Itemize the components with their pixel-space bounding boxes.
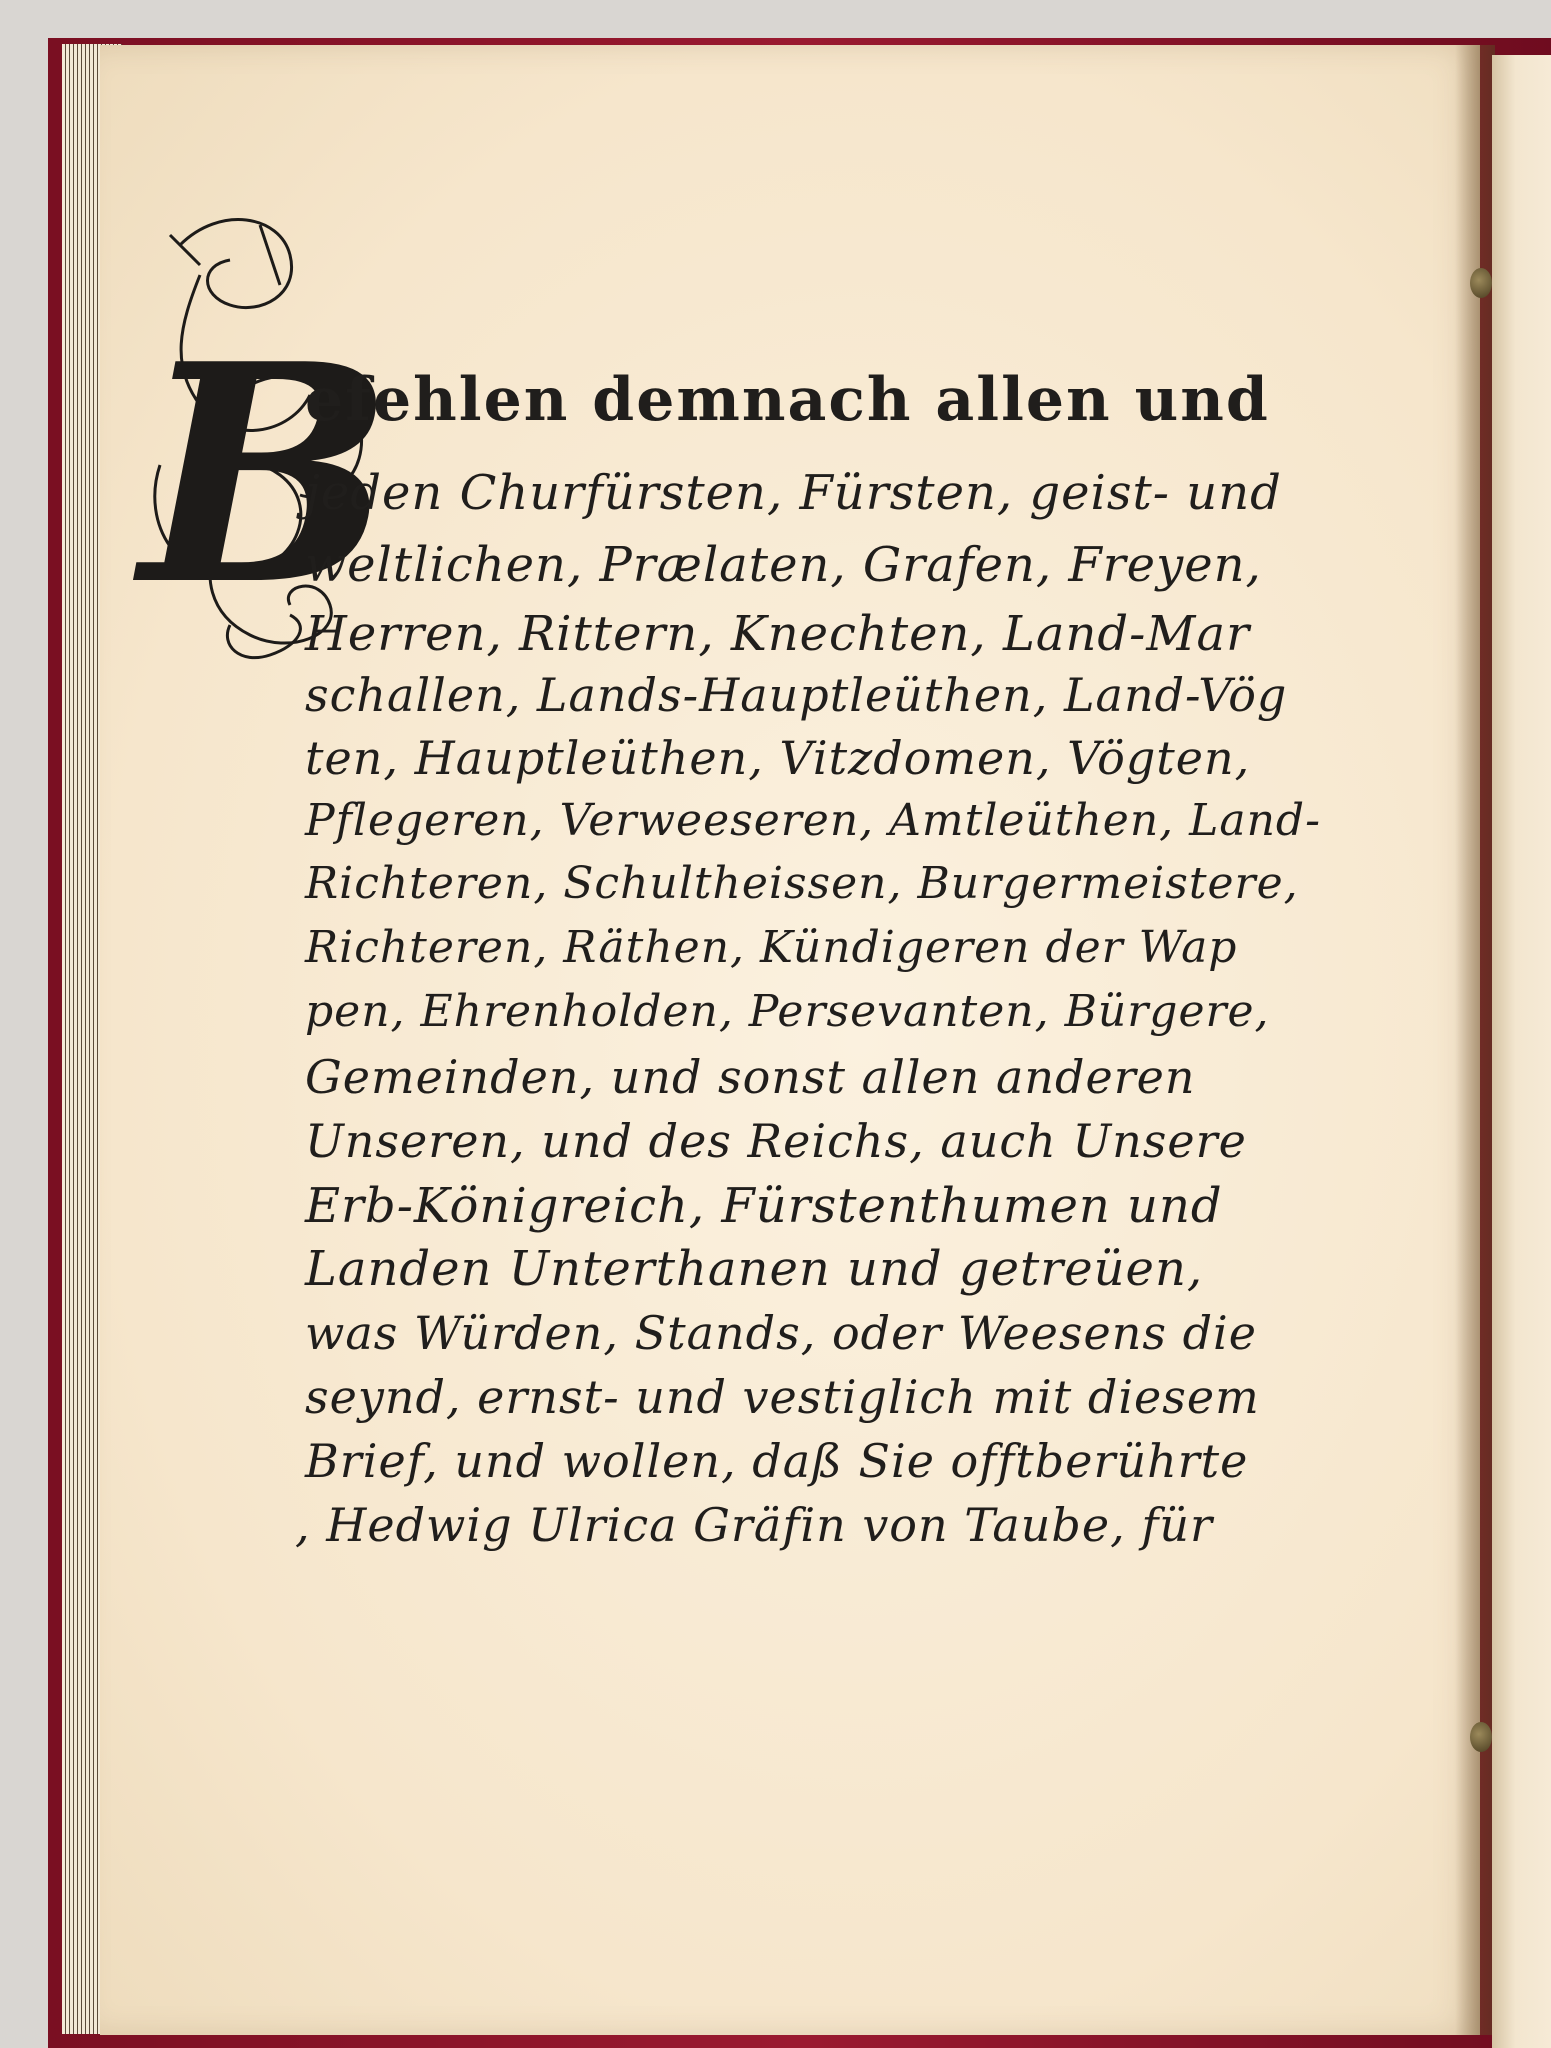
binding-cord-bottom: [1470, 1722, 1492, 1752]
text-line: Pflegeren, Verweeseren, Amtleüthen, Land-: [305, 795, 1321, 846]
initial-letter: B: [140, 298, 394, 651]
text-line: seynd, ernst- und vestiglich mit diesem: [305, 1370, 1260, 1424]
text-line: Richteren, Schultheissen, Burgermeistere,: [305, 858, 1299, 909]
text-line: Unseren, und des Reichs, auch Unsere: [305, 1114, 1247, 1168]
text-line: was Würden, Stands, oder Weesens die: [305, 1306, 1257, 1360]
text-line: Landen Unterthanen und getreüen,: [305, 1241, 1204, 1297]
text-line: , Hedwig Ulrica Gräfin von Taube, für: [295, 1498, 1213, 1552]
text-line: efehlen demnach allen und: [305, 365, 1270, 435]
text-line: Gemeinden, und sonst allen anderen: [305, 1050, 1196, 1104]
text-line: Erb-Königreich, Fürstenthumen und: [305, 1178, 1223, 1234]
text-line: Brief, und wollen, daß Sie offtberührte: [305, 1434, 1249, 1488]
binding-cord-top: [1470, 268, 1492, 298]
text-line: jeden Churfürsten, Fürsten, geist- und: [305, 465, 1282, 521]
text-line: pen, Ehrenholden, Persevanten, Bürgere,: [305, 986, 1270, 1037]
text-line: schallen, Lands-Hauptleüthen, Land-Vög: [305, 668, 1288, 722]
text-line: ten, Hauptleüthen, Vitzdomen, Vögten,: [305, 731, 1251, 785]
text-line: Herren, Rittern, Knechten, Land-Mar: [305, 606, 1251, 662]
facing-page-edge: [1492, 55, 1551, 2048]
text-line: Richteren, Räthen, Kündigeren der Wap: [305, 922, 1238, 973]
text-line: weltlichen, Prælaten, Grafen, Freyen,: [305, 537, 1262, 593]
decorative-initial: [140, 205, 394, 665]
